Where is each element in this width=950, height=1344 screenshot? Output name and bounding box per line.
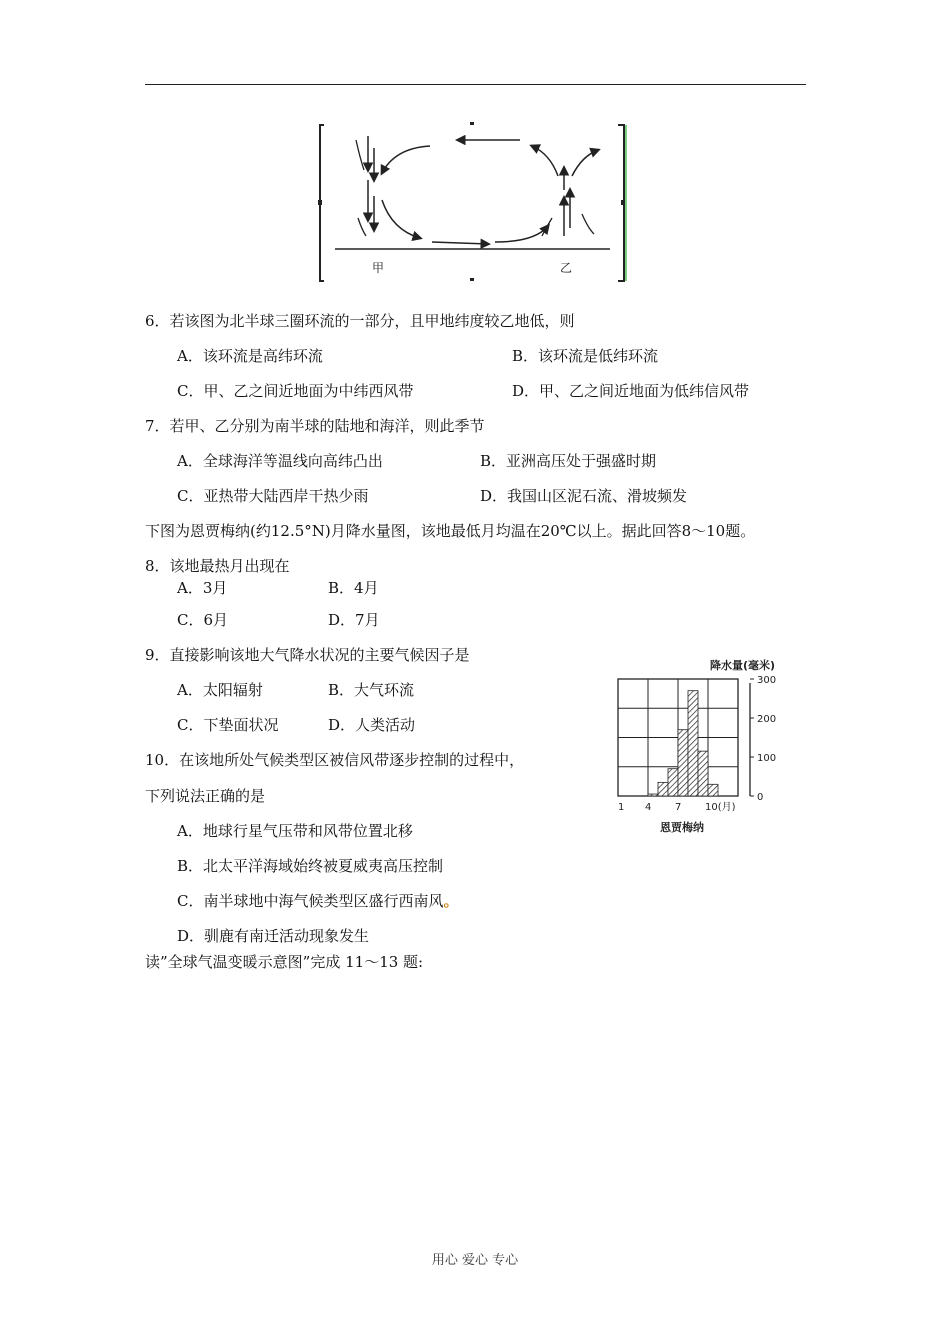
- chart-bar-month-6: [668, 769, 678, 796]
- q10-option-c-text: C．南半球地中海气候类型区盛行西南风: [177, 892, 444, 910]
- q8-option-d: D．7月: [328, 611, 380, 629]
- precipitation-chart: [610, 655, 810, 840]
- chart-bar-month-9: [698, 751, 708, 796]
- intro-11-13: 读”全球气温变暖示意图”完成 11～13 题:: [145, 953, 424, 971]
- q8-stem: 8．该地最热月出现在: [145, 557, 290, 575]
- q7-option-c: C．亚热带大陆西岸干热少雨: [177, 487, 369, 505]
- q10-option-a: A．地球行星气压带和风带位置北移: [177, 822, 413, 840]
- q7-option-b: B．亚洲高压处于强盛时期: [480, 452, 657, 470]
- q6-option-b: B．该环流是低纬环流: [512, 347, 659, 365]
- q10-option-b: B．北太平洋海域始终被夏威夷高压控制: [177, 857, 444, 875]
- q10-stem-line2: 下列说法正确的是: [145, 787, 266, 805]
- q9-option-d: D．人类活动: [328, 716, 416, 734]
- label-jia: 甲: [372, 261, 385, 275]
- q6-option-d: D．甲、乙之间近地面为低纬信风带: [512, 382, 750, 400]
- chart-ytick-label: 0: [757, 792, 764, 803]
- intro-8-10: 下图为恩贾梅纳(约12.5°N)月降水量图，该地最低月均温在20℃以上。据此回答8～10题。: [145, 522, 756, 540]
- q9-option-b: B．大气环流: [328, 681, 415, 699]
- q9-option-c: C．下垫面状况: [177, 716, 279, 734]
- q7-stem: 7．若甲、乙分别为南半球的陆地和海洋，则此季节: [145, 417, 485, 435]
- q9-option-a: A．太阳辐射: [177, 681, 263, 699]
- chart-xtick-label: 10(月): [705, 802, 736, 813]
- chart-bar-month-5: [658, 782, 668, 796]
- q10-option-c: [177, 891, 459, 911]
- chart-bar-month-10: [708, 784, 718, 796]
- header-rule: [145, 84, 806, 85]
- q10-option-c-mark: 。: [443, 892, 459, 910]
- chart-ytick-label: 300: [757, 675, 777, 686]
- q6-option-a: A．该环流是高纬环流: [177, 347, 323, 365]
- q8-option-c: C．6月: [177, 611, 229, 629]
- page-footer: 用心 爱心 专心: [431, 1253, 519, 1268]
- label-yi: 乙: [560, 261, 573, 275]
- chart-ytick-label: 200: [757, 714, 777, 725]
- q8-option-b: B．4月: [328, 579, 379, 597]
- chart-bar-month-4: [648, 794, 658, 796]
- chart-xtick-label: 1: [618, 802, 625, 813]
- q6-option-c: C．甲、乙之间近地面为中纬西风带: [177, 382, 414, 400]
- chart-title: 恩贾梅纳: [660, 821, 704, 834]
- chart-bar-month-7: [678, 730, 688, 796]
- circulation-diagram: [310, 118, 635, 288]
- chart-ylabel: 降水量(毫米): [710, 659, 776, 672]
- q7-option-d: D．我国山区泥石流、滑坡频发: [480, 487, 688, 505]
- q10-option-d: D．驯鹿有南迁活动现象发生: [177, 927, 370, 945]
- chart-xtick-label: 7: [675, 802, 682, 813]
- chart-bar-month-8: [688, 691, 698, 796]
- chart-xtick-label: 4: [645, 802, 652, 813]
- q8-option-a: A．3月: [177, 579, 228, 597]
- q6-stem: 6．若该图为北半球三圈环流的一部分，且甲地纬度较乙地低，则: [145, 312, 575, 330]
- q10-stem-line1: 10．在该地所处气候类型区被信风带逐步控制的过程中，: [145, 751, 525, 769]
- q7-option-a: A．全球海洋等温线向高纬凸出: [177, 452, 383, 470]
- chart-ytick-label: 100: [757, 753, 777, 764]
- q9-stem: 9．直接影响该地大气降水状况的主要气候因子是: [145, 646, 470, 664]
